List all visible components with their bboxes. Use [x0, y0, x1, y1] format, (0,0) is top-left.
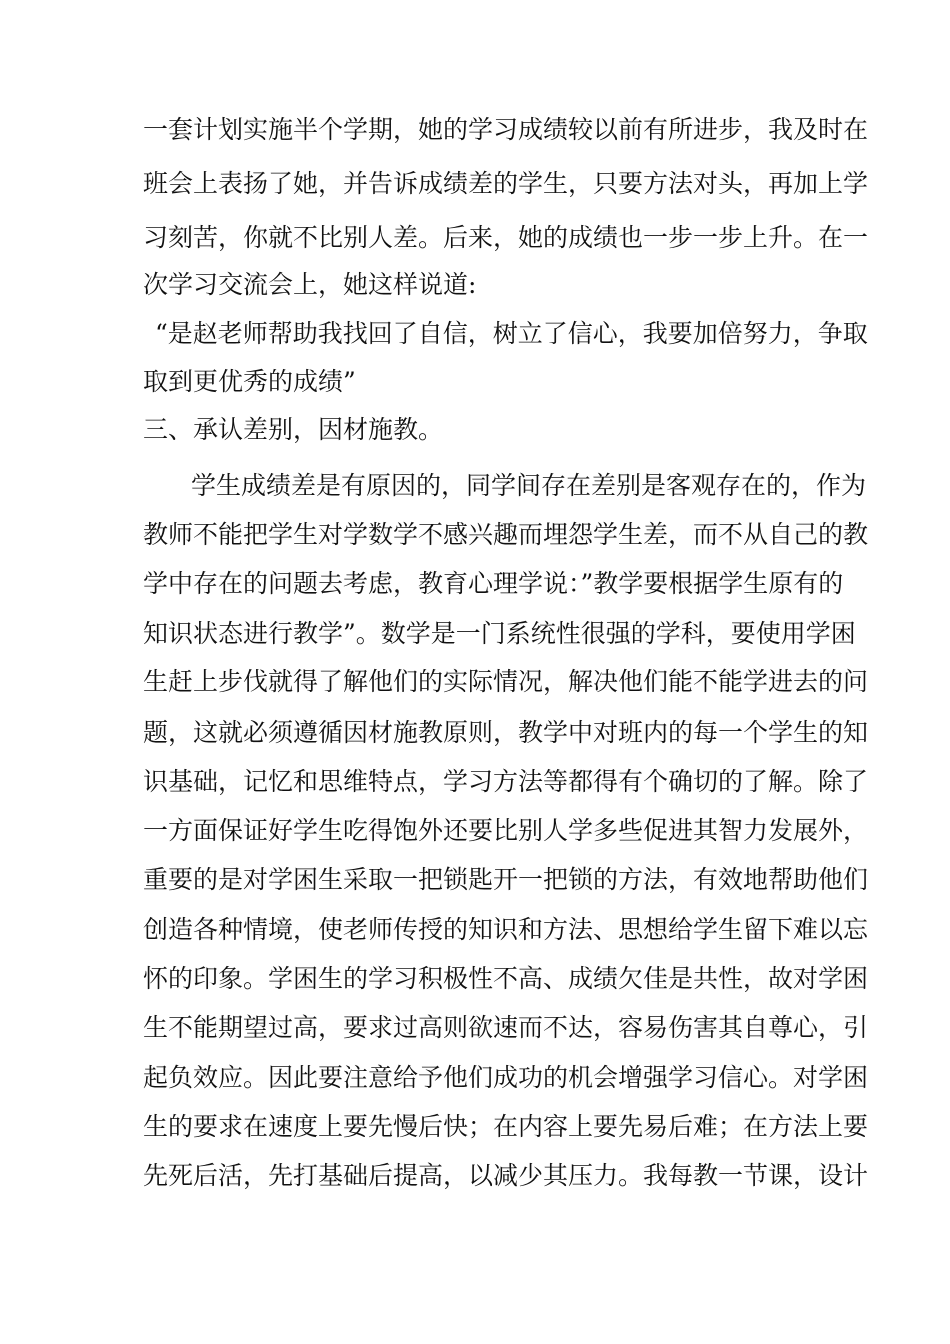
section-heading: 三、承认差别，因材施教。	[143, 415, 444, 444]
paragraph-line-15: 怀的印象。学困生的学习积极性不高、成绩欠佳是共性，故对学困	[143, 964, 869, 993]
paragraph-line-6: 教师不能把学生对学数学不感兴趣而埋怨学生差，而不从自己的教	[143, 520, 869, 549]
paragraph-line-4: 次学习交流会上，她这样说道:	[143, 270, 477, 299]
quote-line-1: “是赵老师帮助我找回了自信，树立了信心，我要加倍努力，争取	[155, 319, 868, 348]
paragraph-line-13: 重要的是对学困生采取一把锁匙开一把锁的方法，有效地帮助他们	[143, 865, 869, 894]
paragraph-line-1: 一套计划实施半个学期，她的学习成绩较以前有所进步，我及时在	[143, 115, 869, 144]
paragraph-line-9: 生赶上步伐就得了解他们的实际情况，解决他们能不能学进去的问	[143, 667, 869, 696]
quote-line-2: 取到更优秀的成绩”	[143, 367, 356, 396]
paragraph-line-17: 起负效应。因此要注意给予他们成功的机会增强学习信心。对学困	[143, 1063, 869, 1092]
paragraph-line-16: 生不能期望过高，要求过高则欲速而不达，容易伤害其自尊心，引	[143, 1013, 869, 1042]
paragraph-line-19: 先死后活，先打基础后提高，以减少其压力。我每教一节课，设计	[143, 1161, 869, 1190]
paragraph-line-2: 班会上表扬了她，并告诉成绩差的学生，只要方法对头，再加上学	[143, 169, 869, 198]
paragraph-line-11: 识基础，记忆和思维特点，学习方法等都得有个确切的了解。除了	[143, 767, 869, 796]
paragraph-line-18: 生的要求在速度上要先慢后快；在内容上要先易后难；在方法上要	[143, 1112, 869, 1141]
paragraph-line-8: 知识状态进行教学”。数学是一门系统性很强的学科，要使用学困	[143, 619, 856, 648]
paragraph-line-5: 学生成绩差是有原因的，同学间存在差别是客观存在的，作为	[191, 471, 867, 500]
paragraph-line-3: 习刻苦，你就不比别人差。后来，她的成绩也一步一步上升。在一	[143, 223, 869, 252]
paragraph-line-12: 一方面保证好学生吃得饱外还要比别人学多些促进其智力发展外，	[143, 816, 869, 845]
paragraph-line-7: 学中存在的问题去考虑，教育心理学说：”教学要根据学生原有的	[143, 569, 844, 598]
paragraph-line-10: 题，这就必须遵循因材施教原则，教学中对班内的每一个学生的知	[143, 718, 869, 747]
paragraph-line-14: 创造各种情境，使老师传授的知识和方法、思想给学生留下难以忘	[143, 915, 869, 944]
